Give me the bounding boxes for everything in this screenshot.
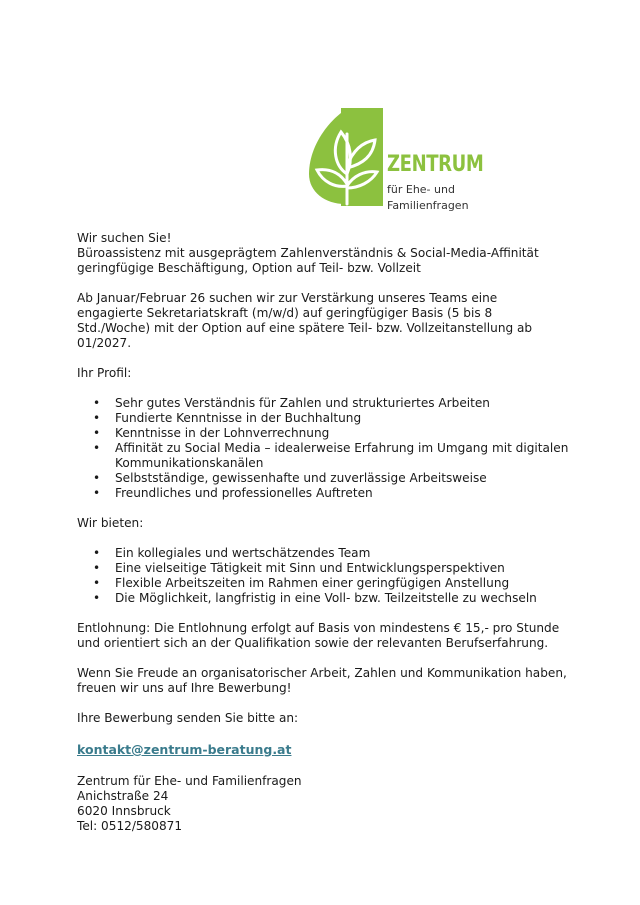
address-phone: Tel: 0512/580871 xyxy=(77,819,183,833)
bullet-icon: • xyxy=(93,441,101,455)
email-link[interactable]: kontakt@zentrum-beratung.at xyxy=(77,742,292,757)
bullet-icon: • xyxy=(93,396,101,410)
address-name: Zentrum für Ehe- und Familienfragen xyxy=(77,774,302,788)
list-item: • Sehr gutes Verständnis für Zahlen und strukturiertes Arbeiten xyxy=(93,396,490,410)
logo-brand: ZENTRUM xyxy=(387,152,484,177)
description-line: Std./Woche) mit der Option auf eine spätere Teil- bzw. Vollzeitanstellung ab xyxy=(77,321,533,335)
bullet-icon: • xyxy=(93,426,101,440)
job-posting-body xyxy=(77,231,577,834)
list-item: • Ein kollegiales und wertschätzendes Team xyxy=(93,546,371,560)
bullet-icon: • xyxy=(93,561,101,575)
closing-line: Wenn Sie Freude an organisatorischer Arbeit, Zahlen und Kommunikation haben, xyxy=(77,666,567,680)
bullet-icon: • xyxy=(93,411,101,425)
list-item: • Affinität zu Social Media – idealerweise Erfahrung im Umgang mit digitalen Kommunikationskanälen xyxy=(93,441,569,470)
description-line: engagierte Sekretariatskraft (m/w/d) auf geringfügiger Basis (5 bis 8 xyxy=(77,306,493,320)
intro-heading: Wir suchen Sie! xyxy=(77,231,172,245)
bullet-icon: • xyxy=(93,486,101,500)
list-item: • Die Möglichkeit, langfristig in eine Voll- bzw. Teilzeitstelle zu wechseln xyxy=(93,591,537,605)
bullet-icon: • xyxy=(93,546,101,560)
description-line: Ab Januar/Februar 26 suchen wir zur Verstärkung unseres Teams eine xyxy=(77,291,498,305)
list-item: • Eine vielseitige Tätigkeit mit Sinn und Entwicklungsperspektiven xyxy=(93,561,505,575)
list-item: • Flexible Arbeitszeiten im Rahmen einer geringfügigen Anstellung xyxy=(93,576,510,590)
profile-list xyxy=(77,396,577,501)
profile-heading: Ihr Profil: xyxy=(77,366,132,380)
logo-subtitle-line2: Familienfragen xyxy=(387,199,469,212)
apply-text: Ihre Bewerbung senden Sie bitte an: xyxy=(77,711,299,725)
logo-subtitle-line1: für Ehe- und xyxy=(387,183,455,196)
bullet-icon: • xyxy=(93,591,101,605)
list-item: • Freundliches und professionelles Auftreten xyxy=(93,486,373,500)
bullet-icon: • xyxy=(93,576,101,590)
offer-heading: Wir bieten: xyxy=(77,516,144,530)
list-item: • Kenntnisse in der Lohnverrechnung xyxy=(93,426,330,440)
logo xyxy=(305,104,505,214)
address-street: Anichstraße 24 xyxy=(77,789,169,803)
list-item: • Fundierte Kenntnisse in der Buchhaltung xyxy=(93,411,362,425)
pay-line: und orientiert sich an der Qualifikation sowie der relevanten Berufserfahrung. xyxy=(77,636,549,650)
bullet-icon: • xyxy=(93,471,101,485)
closing-line: freuen wir uns auf Ihre Bewerbung! xyxy=(77,681,292,695)
job-type: geringfügige Beschäftigung, Option auf Teil- bzw. Vollzeit xyxy=(77,261,421,275)
offer-list xyxy=(77,546,577,606)
description-line: 01/2027. xyxy=(77,336,132,350)
job-title: Büroassistenz mit ausgeprägtem Zahlenverständnis & Social-Media-Affinität xyxy=(77,246,539,260)
leaf-logo-icon xyxy=(305,104,385,210)
address-city: 6020 Innsbruck xyxy=(77,804,171,818)
pay-line: Entlohnung: Die Entlohnung erfolgt auf Basis von mindestens € 15,- pro Stunde xyxy=(77,621,560,635)
list-item: • Selbstständige, gewissenhafte und zuverlässige Arbeitsweise xyxy=(93,471,487,485)
